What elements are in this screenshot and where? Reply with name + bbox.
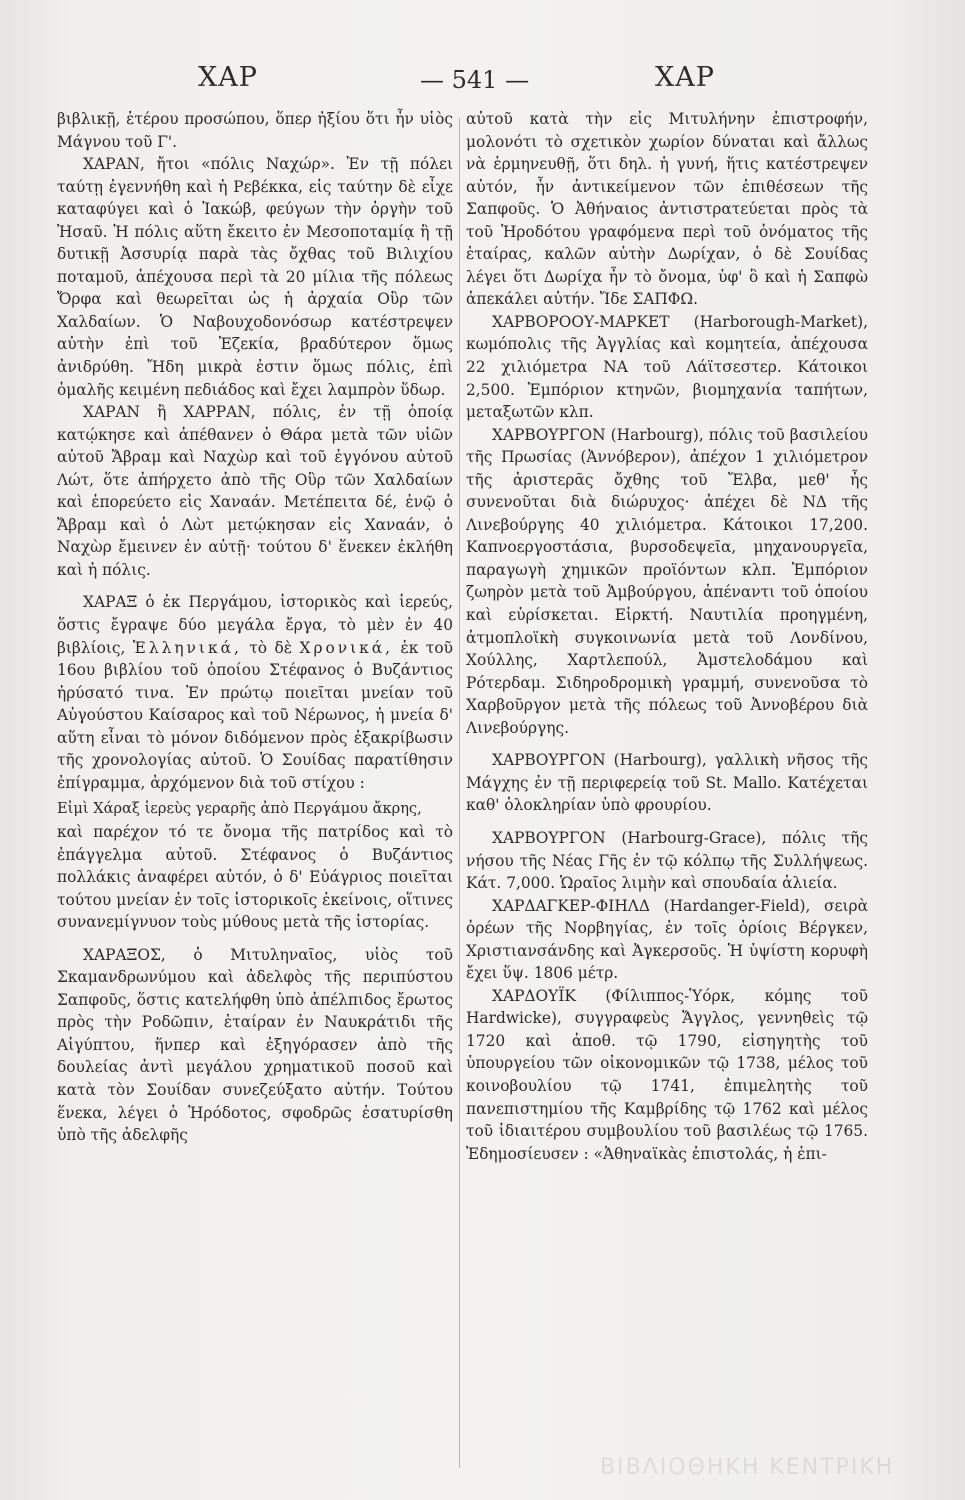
entry-hardwicke: ΧΑΡΔΟΥΪΚ (Φίλιππος-Ὑόρκ, κόμης τοῦ Hardwicke), συγγραφεὺς Ἄγγλος, γεννηθεὶς τῷ 1720 καὶ ἀποθ. τῷ 1790, εἰσηγητὴς τοῦ ὑπουργείου τῶν οἰκονομικῶν τῷ 1738, μέλος τοῦ κοινοβουλίου τῷ 1741, ἐπιμελητὴς τοῦ πανεπιστημίου τῆς Καμβρίδης τῷ 1762 καὶ μέλος τοῦ ἰδιαιτέρου συμβουλίου τοῦ βασιλέως τῷ 1765. Ἐδημοσίευσεν : «Ἀθηναϊκὰς ἐπιστολάς, ἡ ἐπι-	[466, 986, 868, 1163]
entry-continuation-right: αὐτοῦ κατὰ τὴν εἰς Μιτυλήνην ἐπιστροφήν, μολονότι τὸ σχετικὸν χωρίον δύναται καὶ ἄλλως νὰ ἑρμηνευθῇ, ὅτι δηλ. ἡ γυνή, ἥτις κατέστρεψεν αὐτόν, ἦν ἀντικείμενον τῶν ἐπιθέσεων τῆς Σαπφοῦς. Ὁ Ἀθήναιος ἀντιστρατεύεται πρὸς τὰ τοῦ Ἡροδότου γραφόμενα περὶ τοῦ ὀνόματος τῆς ἑταίρας, καλῶν αὐτὴν Δωρίχαν, ὁ δὲ Σουίδας λέγει ὅτι Δωρίχα ἦν τὸ ὄνομα, ὑφ' ὃ καὶ ἡ Σαπφὼ ἀπεκάλει αὐτήν. Ἴδε ΣΑΠΦΩ.	[466, 110, 868, 309]
charax-text-after: ἐκ τοῦ 16ου βιβλίου τοῦ ὁποίου Στέφανος ὁ Βυζάντιος ἠρύσατό τινα. Ἐν πρώτῳ ποιεῖται μνείαν τοῦ Αὐγούστου Καίσαρος καὶ τοῦ Νέρωνος, ἡ μνεία δ' αὕτη εἶναι τὸ μόνον διδόμενον πρὸς ἐξακρίβωσιν τῆς χρονολογίας αὐτοῦ. Ὁ Σουίδας παρατίθησιν ἐπίγραμμα, ἀρχόμενον διὰ τοῦ στίχου :	[57, 638, 453, 792]
right-column	[466, 108, 868, 1165]
left-column	[57, 108, 453, 1147]
entry-charax	[57, 591, 453, 794]
entry-charaxos: ΧΑΡΑΞΟΣ, ὁ Μιτυληναῖος, υἱὸς τοῦ Σκαμανδρωνύμου καὶ ἀδελφὸς τῆς περιπύστου Σαπφοῦς, ὅστις κατελήφθη ὑπὸ ἀπέλπιδος ἔρωτος πρὸς τὴν Ροδῶπιν, ἑταίραν ἐν Ναυκράτιδι τῆς Αἰγύπτου, ἥνπερ καὶ ἐξηγόρασεν ἀπὸ τῆς δουλείας ἀντὶ μεγάλου χρηματικοῦ ποσοῦ καὶ κατὰ τὸν Σουίδαν συνεζεύξατο αὐτήν. Τούτου ἕνεκα, λέγει ὁ Ἡρόδοτος, σφοδρῶς ἐσατυρίσθη ὑπὸ τῆς ἀδελφῆς	[57, 945, 453, 1145]
charax-epigram-verse: Εἰμὶ Χάραξ ἱερεὺς γεραρῆς ἀπὸ Περγάμου ἄκρης,	[57, 800, 422, 818]
column-divider	[459, 118, 460, 1468]
charax-title-chronika: Χρονικά,	[299, 638, 394, 657]
page-header	[0, 62, 965, 102]
header-left-guide-word: ΧΑΡ	[198, 62, 258, 93]
entry-harbourg-prussia: ΧΑΡΒΟΥΡΓΟΝ (Harbourg), πόλις τοῦ βασιλείου τῆς Πρωσίας (Ἀννόβερον), ἀπέχον 1 χιλιόμετρον τῆς ἀριστερᾶς ὄχθης τοῦ Ἔλβα, μεθ' ἧς συνενοῦται διὰ διώρυχος· ἀπέχει δὲ ΝΔ τῆς Λινεβούργης 40 χιλιόμετρα. Κάτοικοι 17,200. Καπνοεργοστάσια, βυρσοδεψεῖα, μηχανουργεῖα, παραγωγὴ χημικῶν προϊόντων κλπ. Ἐμπόριον ζωηρὸν μετὰ τοῦ Ἀμβούργου, ἀπέναντι τοῦ ὁποίου καὶ εὑρίσκεται. Εἱρκτή. Ναυτιλία προηγμένη, ἀτμοπλοϊκὴ συγκοινωνία μετὰ τοῦ Λονδίνου, Χούλλης, Χαρτλεπούλ, Ἀμστελοδάμου καὶ Ρότερδαμ. Σιδηροδρομικὴ γραμμή, συνενοῦσα τὸ Χαρβοῦργον μετὰ τῆς πόλεως τοῦ Ἀννοβέρου διὰ Λινεβούργης.	[466, 425, 868, 737]
entry-haran: ΧΑΡΑΝ, ἤτοι «πόλις Ναχώρ». Ἐν τῇ πόλει ταύτῃ ἐγεννήθη καὶ ἡ Ρεβέκκα, εἰς ταύτην δὲ εἶχε καταφύγει καὶ ὁ Ἰακώβ, φεύγων τὴν ὀργὴν τοῦ Ἠσαῦ. Ἡ πόλις αὕτη ἔκειτο ἐν Μεσοποταμίᾳ ἢ τῇ δυτικῇ Ἀσσυρίᾳ παρὰ τὰς ὄχθας τοῦ Βιλιχίου ποταμοῦ, ἀπέχουσα περὶ τὰ 20 μίλια τῆς πόλεως Ὄρφα καὶ θεωρεῖται ὡς ἡ ἀρχαία Οὒρ τῶν Χαλδαίων. Ὁ Ναβουχοδονόσωρ κατέστρεψεν αὐτὴν ἐπὶ τοῦ Ἐζεκία, βραδύτερον ὅμως ἀνιδρύθη. Ἤδη μικρὰ ἐστιν ὅμως πόλις, ἐπὶ ὁμαλῆς κειμένη πεδιάδος καὶ ἔχει λαμπρὸν ὕδωρ.	[57, 155, 453, 399]
library-watermark: ΒΙΒΛΙΟΘΗΚΗ ΚΕΝΤΡΙΚΗ	[600, 1455, 895, 1480]
charax-closing: καὶ παρέχον τό τε ὄνομα τῆς πατρίδος καὶ τὸ ἐπάγγελμα αὐτοῦ. Στέφανος ὁ Βυζάντιος πολλάκις ἀναφέρει αὐτόν, ὁ δ' Εὐάγριος ποιεῖται τούτου μνείαν ἐν τοῖς ἱστορικοῖς ἐκείνοις, οἵτινες συνανεμίγνυον τοὺς μύθους μετὰ τῆς ἱστορίας.	[57, 822, 453, 932]
entry-harbourg-grace: ΧΑΡΒΟΥΡΓΟΝ (Harbourg-Grace), πόλις τῆς νήσου τῆς Νέας Γῆς ἐν τῷ κόλπῳ τῆς Συλλήψεως. Κάτ. 7,000. Ὡραῖος λιμὴν καὶ σπουδαία ἁλιεία.	[466, 828, 868, 893]
header-right-guide-word: ΧΑΡ	[655, 62, 715, 93]
entry-hardanger-field: ΧΑΡΔΑΓΚΕΡ-ΦΙΗΛΔ (Hardanger-Field), σειρὰ ὀρέων τῆς Νορβηγίας, ἐν τοῖς ὁρίοις Βέργκεν, Χριστιανσάνδης καὶ Ἀγκερσοῦς. Ἡ ὑψίστη κορυφὴ ἔχει ὕψ. 1806 μέτρ.	[466, 896, 868, 983]
charax-text-middle: τὸ δὲ	[249, 638, 293, 657]
entry-haran-charran: ΧΑΡΑΝ ἢ ΧΑΡΡΑΝ, πόλις, ἐν τῇ ὁποίᾳ κατῴκησε καὶ ἀπέθανεν ὁ Θάρα μετὰ τῶν υἱῶν αὐτοῦ Ἄβραμ καὶ Ναχὼρ καὶ τοῦ ἐγγόνου αὐτοῦ Λώτ, ὅτε ἀπήρχετο ἀπὸ τῆς Οὒρ τῶν Χαλδαίων καὶ ἐπορεύετο εἰς Χαναάν. Μετέπειτα δέ, ἐνῷ ὁ Ἄβραμ καὶ ὁ Λὼτ μετῴκησαν εἰς Χαναάν, ὁ Ναχὼρ ἔμεινεν ἐν αὐτῇ· τούτου δ' ἕνεκεν ἐκλήθη καὶ ἡ πόλις.	[57, 403, 453, 579]
charax-text-before: ΧΑΡΑΞ ὁ ἐκ Περγάμου, ἱστορικὸς καὶ ἱερεύς, ὅστις ἔγραψε δύο μεγάλα ἔργα, τὸ μὲν ἐν 40 βιβλίοις,	[57, 593, 453, 657]
entry-continuation: βιβλικῇ, ἑτέρου προσώπου, ὅπερ ἠξίου ὅτι ἦν υἱὸς Μάγνου τοῦ Γ'.	[57, 110, 453, 151]
entry-harborough-market: ΧΑΡΒΟΡΟΟΥ-ΜΑΡΚΕΤ (Harborough-Market), κωμόπολις τῆς Ἀγγλίας καὶ κομητεία, ἀπέχουσα 22 χιλιόμετρα ΝΑ τοῦ Λάϊτσεστερ. Κάτοικοι 2,500. Ἐμπόριον κτηνῶν, βιομηχανία ταπήτων, μεταξωτῶν κλπ.	[466, 312, 868, 422]
charax-title-hellenika: Ἑλληνικά,	[132, 638, 242, 657]
page-number: — 541 —	[420, 66, 530, 94]
entry-harbourg-island: ΧΑΡΒΟΥΡΓΟΝ (Harbourg), γαλλικὴ νῆσος τῆς Μάγχης ἐν τῇ περιφερείᾳ τοῦ St. Mallo. Κατέχεται καθ' ὁλοκληρίαν ὑπὸ φρουρίου.	[466, 751, 868, 815]
